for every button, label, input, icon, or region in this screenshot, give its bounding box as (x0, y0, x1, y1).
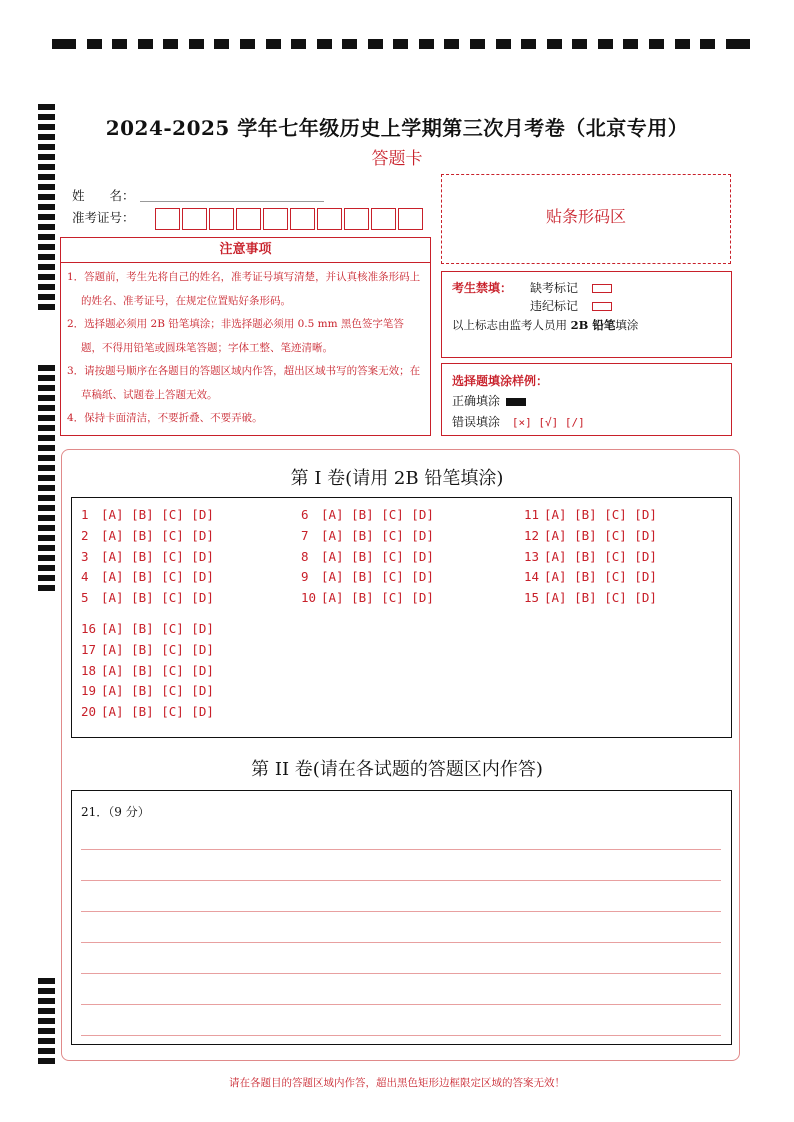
choice-options[interactable]: [A] [B] [C] [D] (321, 569, 434, 585)
notice-item: 1．答题前，考生先将自己的姓名，准考证号填写清楚，并认真核准条形码上的姓名、准考证号，在规定位置贴好条形码。 (67, 271, 421, 307)
forbid-note-bold: 2B 铅笔 (570, 318, 616, 332)
choice-row[interactable] (81, 681, 214, 702)
choice-row[interactable] (81, 661, 214, 682)
timing-mark (38, 435, 55, 441)
timing-mark (38, 565, 55, 571)
timing-mark (38, 104, 55, 110)
id-digit-box[interactable] (182, 208, 207, 230)
timing-mark (38, 1028, 55, 1034)
notice-list (61, 263, 430, 431)
question-number: 4 (81, 569, 89, 585)
choice-row[interactable] (301, 567, 434, 588)
timing-mark (38, 1058, 55, 1064)
timing-mark (419, 39, 434, 49)
timing-mark (726, 39, 750, 49)
timing-mark (38, 294, 55, 300)
id-digit-box[interactable] (398, 208, 423, 230)
violation-mark-row (530, 297, 612, 314)
timing-mark (38, 515, 55, 521)
timing-mark (87, 39, 102, 49)
absent-mark-box[interactable] (592, 284, 612, 293)
question-column-3 (524, 505, 657, 609)
timing-mark (38, 375, 55, 381)
timing-mark (38, 505, 55, 511)
question-number: 14 (524, 569, 540, 585)
timing-mark (38, 264, 55, 270)
barcode-area: 贴条形码区 (441, 174, 731, 264)
id-digit-box[interactable] (236, 208, 261, 230)
question-number: 5 (81, 590, 89, 606)
question-column-4 (81, 619, 214, 723)
timing-mark (496, 39, 511, 49)
timing-mark (38, 284, 55, 290)
section2-title: 第 II 卷(请在各试题的答题区内作答) (251, 759, 543, 780)
timing-mark (38, 1048, 55, 1054)
timing-mark (38, 575, 55, 581)
question-number: 11 (524, 507, 540, 522)
choice-row[interactable] (81, 526, 214, 547)
answer-line (81, 1004, 721, 1005)
timing-mark (38, 244, 55, 250)
wrong-sample-row (452, 413, 585, 430)
question-number: 10 (301, 590, 317, 606)
timing-mark (52, 39, 76, 49)
question-number: 19 (81, 683, 97, 699)
choice-options[interactable]: [A] [B] [C] [D] (101, 590, 214, 606)
question-number: 7 (301, 527, 309, 543)
id-label: 准考证号： (72, 210, 135, 225)
choice-row[interactable] (301, 526, 434, 547)
timing-mark (38, 525, 55, 531)
forbid-note-prefix: 以上标志由监考人员用 (452, 318, 571, 332)
q21-label: 21．（9 分） (81, 805, 150, 819)
timing-mark (38, 194, 55, 200)
timing-mark (38, 204, 55, 210)
timing-mark (38, 234, 55, 240)
timing-mark (700, 39, 715, 49)
id-digit-box[interactable] (317, 208, 342, 230)
correct-label: 正确填涂 (452, 394, 501, 408)
timing-mark (38, 1018, 55, 1024)
timing-mark (649, 39, 664, 49)
question-number: 12 (524, 527, 540, 543)
choice-answer-box (71, 497, 732, 738)
choice-options[interactable]: [A] [B] [C] [D] (544, 527, 657, 543)
timing-mark (623, 39, 638, 49)
violation-mark-box[interactable] (592, 302, 612, 311)
question-number: 16 (81, 621, 97, 636)
correct-sample-row (452, 392, 526, 409)
timing-mark (266, 39, 281, 49)
choice-options[interactable]: [A] [B] [C] [D] (544, 590, 657, 606)
answer-line (81, 1035, 721, 1036)
timing-mark (38, 555, 55, 561)
timing-mark (38, 998, 55, 1004)
timing-mark (38, 425, 55, 431)
question-number: 2 (81, 527, 89, 543)
timing-mark (38, 214, 55, 220)
timing-mark (189, 39, 204, 49)
answer-line (81, 973, 721, 974)
timing-mark (675, 39, 690, 49)
question-number: 18 (81, 662, 97, 678)
id-digit-box[interactable] (371, 208, 396, 230)
choice-row[interactable] (301, 588, 434, 609)
choice-row[interactable] (301, 547, 434, 568)
timing-mark (240, 39, 255, 49)
id-digit-box[interactable] (209, 208, 234, 230)
page-subtitle: 答题卡 (371, 149, 423, 169)
timing-mark (598, 39, 613, 49)
question-column-2 (301, 505, 434, 609)
choice-options[interactable]: [A] [B] [C] [D] (101, 527, 214, 543)
timing-mark (38, 365, 55, 371)
timing-mark (547, 39, 562, 49)
question-number: 13 (524, 548, 540, 564)
id-digit-box[interactable] (344, 208, 369, 230)
choice-row[interactable] (81, 640, 214, 661)
timing-mark (38, 1008, 55, 1014)
timing-mark (317, 39, 332, 49)
timing-mark (38, 445, 55, 451)
timing-mark (38, 585, 55, 591)
side-timing-marks-lower (38, 978, 55, 1068)
choice-options[interactable]: [A] [B] [C] [D] (101, 507, 214, 522)
choice-row[interactable] (524, 547, 657, 568)
choice-row[interactable] (81, 505, 214, 526)
choice-options[interactable]: [A] [B] [C] [D] (101, 569, 214, 585)
sample-heading: 选择题填涂样例： (452, 374, 549, 388)
timing-mark (38, 1038, 55, 1044)
forbid-note (452, 317, 638, 333)
question-number: 15 (524, 590, 540, 606)
notice-item: 2．选择题必须用 2B 铅笔填涂；非选择题必须用 0.5 mm 黑色签字笔答题，不得用铅笔或圆珠笔答题；字体工整、笔迹清晰。 (67, 318, 404, 354)
timing-mark (163, 39, 178, 49)
choice-options[interactable]: [A] [B] [C] [D] (321, 507, 434, 522)
answer-line (81, 880, 721, 881)
timing-mark (38, 455, 55, 461)
question-number: 1 (81, 507, 89, 522)
top-timing-marks (52, 38, 750, 50)
timing-mark (38, 495, 55, 501)
fill-sample-box (441, 363, 732, 436)
footer-warning: 请在各题目的答题区域内作答，超出黑色矩形边框限定区域的答案无效！ (229, 1077, 565, 1089)
id-digit-box[interactable] (155, 208, 180, 230)
q21-answer-box[interactable] (71, 790, 732, 1045)
timing-mark (38, 274, 55, 280)
timing-mark (38, 405, 55, 411)
answer-line (81, 849, 721, 850)
choice-row[interactable] (81, 588, 214, 609)
notice-item: 3．请按题号顺序在各题目的答题区域内作答，超出区域书写的答案无效；在草稿纸、试题卷上答题无效。 (67, 365, 421, 401)
name-field[interactable] (140, 201, 324, 202)
timing-mark (38, 174, 55, 180)
timing-mark (38, 988, 55, 994)
id-digit-box[interactable] (263, 208, 288, 230)
absent-mark-row (530, 279, 612, 296)
question-number: 8 (301, 548, 309, 564)
timing-mark (393, 39, 408, 49)
timing-mark (470, 39, 485, 49)
timing-mark (38, 385, 55, 391)
timing-mark (38, 184, 55, 190)
name-label: 姓 名： (72, 188, 135, 203)
timing-mark (38, 254, 55, 260)
choice-options[interactable]: [A] [B] [C] [D] (544, 569, 657, 585)
timing-mark (38, 545, 55, 551)
choice-row[interactable] (301, 505, 434, 526)
answer-line (81, 911, 721, 912)
choice-options[interactable]: [A] [B] [C] [D] (101, 662, 214, 678)
choice-row[interactable] (524, 505, 657, 526)
wrong-marks: [×] [√] [/] (511, 416, 585, 429)
choice-options[interactable]: [A] [B] [C] [D] (321, 548, 434, 564)
timing-mark (368, 39, 383, 49)
notice-heading: 注意事项 (61, 238, 430, 263)
filled-mark (506, 398, 526, 406)
question-column-1 (81, 505, 214, 609)
timing-mark (38, 224, 55, 230)
timing-mark (38, 978, 55, 984)
choice-options[interactable]: [A] [B] [C] [D] (101, 621, 214, 636)
question-number: 17 (81, 641, 97, 657)
timing-mark (572, 39, 587, 49)
question-number: 20 (81, 704, 97, 720)
absent-label: 缺考标记 (530, 281, 579, 295)
choice-row[interactable] (81, 567, 214, 588)
choice-row[interactable] (81, 702, 214, 723)
timing-mark (214, 39, 229, 49)
answer-line (81, 942, 721, 943)
timing-mark (112, 39, 127, 49)
forbid-note-suffix: 填涂 (615, 318, 639, 332)
choice-row[interactable] (81, 619, 214, 640)
timing-mark (521, 39, 536, 49)
choice-options[interactable]: [A] [B] [C] [D] (321, 590, 434, 606)
choice-row[interactable] (524, 588, 657, 609)
choice-row[interactable] (524, 526, 657, 547)
choice-options[interactable]: [A] [B] [C] [D] (544, 548, 657, 564)
notice-box (60, 237, 431, 436)
choice-options[interactable]: [A] [B] [C] [D] (101, 683, 214, 699)
choice-options[interactable]: [A] [B] [C] [D] (101, 704, 214, 720)
id-digit-box[interactable] (290, 208, 315, 230)
question-number: 6 (301, 507, 309, 522)
timing-mark (291, 39, 306, 49)
proctor-only-box (441, 271, 732, 358)
choice-row[interactable] (524, 567, 657, 588)
choice-options[interactable]: [A] [B] [C] [D] (544, 507, 657, 522)
page-title: 2024-2025 学年七年级历史上学期第三次月考卷（北京专用） (105, 116, 689, 140)
choice-row[interactable] (81, 547, 214, 568)
choice-options[interactable]: [A] [B] [C] [D] (101, 641, 214, 657)
timing-mark (38, 415, 55, 421)
question-number: 9 (301, 569, 309, 585)
timing-mark (38, 304, 55, 310)
timing-mark (38, 535, 55, 541)
timing-mark (342, 39, 357, 49)
timing-mark (38, 395, 55, 401)
timing-mark (444, 39, 459, 49)
violation-label: 违纪标记 (530, 299, 579, 313)
timing-mark (138, 39, 153, 49)
question-number: 3 (81, 548, 89, 564)
forbid-label: 考生禁填： (452, 281, 513, 295)
notice-item: 4．保持卡面清洁，不要折叠、不要弄破。 (67, 412, 263, 424)
choice-options[interactable]: [A] [B] [C] [D] (101, 548, 214, 564)
id-number-boxes[interactable] (155, 208, 425, 230)
choice-options[interactable]: [A] [B] [C] [D] (321, 527, 434, 543)
wrong-label: 错误填涂 (452, 415, 501, 429)
section1-title: 第 I 卷(请用 2B 铅笔填涂) (290, 468, 504, 489)
